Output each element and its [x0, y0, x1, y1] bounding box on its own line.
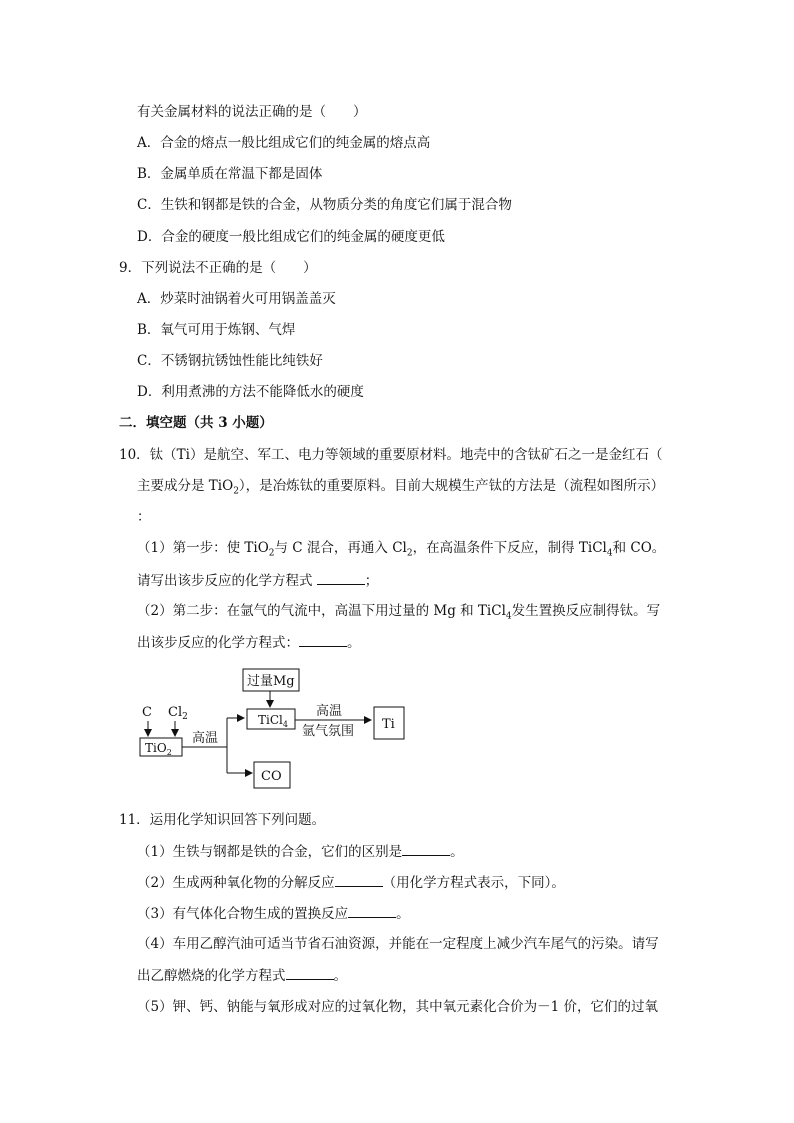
q10-line2: [137, 476, 664, 502]
q10-text: 主要成分是 TiO: [137, 478, 234, 494]
q10-text: 发生置换反应制得钛。写: [511, 603, 661, 619]
q8-stem: 有关金属材料的说法正确的是（ ）: [137, 104, 367, 120]
q10-part2-line1: [137, 601, 660, 627]
q11-stem: 11．运用化学知识回答下列问题。: [119, 812, 326, 828]
answer-blank[interactable]: [348, 903, 396, 918]
q11-text: （1）生铁与钢都是铁的合金，它们的区别是: [137, 844, 403, 860]
svg-text:Ti: Ti: [382, 717, 395, 732]
q10-part1-line2: [137, 570, 378, 591]
answer-blank[interactable]: [402, 841, 450, 856]
subscript: 2: [268, 548, 275, 559]
q10-text: 。: [347, 635, 361, 651]
q9-option-b: B．氧气可用于炼钢、气焊: [137, 322, 296, 338]
condition-high-temp-1: 高温: [192, 731, 219, 746]
q11-part5: （5）钾、钙、钠能与氧形成对应的过氧化物，其中氧元素化合价为－1 价，它们的过氧: [137, 999, 658, 1015]
svg-text:TiCl4: TiCl$_4$: [258, 713, 288, 729]
q10-text: 与 C 混合，再通入 Cl: [274, 540, 407, 556]
q10-text: （1）第一步：使 TiO: [137, 540, 269, 556]
q10-text: （2）第二步：在氩气的气流中，高温下用过量的 Mg 和 TiCl: [137, 603, 506, 619]
answer-blank[interactable]: [286, 965, 334, 980]
q9-stem: 9．下列说法不正确的是（ ）: [119, 260, 317, 276]
svg-text:过量Mg: 过量Mg: [247, 674, 295, 689]
answer-blank[interactable]: [299, 632, 347, 647]
q9-option-c: C．不锈钢抗锈蚀性能比纯铁好: [137, 353, 323, 369]
reactant-cl2: $Cl_2$: [168, 705, 188, 722]
process-flow-diagram: [130, 663, 420, 793]
q9-option-d: D．利用煮沸的方法不能降低水的硬度: [137, 384, 364, 400]
subscript: 2: [233, 486, 239, 497]
q11-text: （用化学方程式表示，下同）。: [382, 875, 565, 891]
q10-part2-line2: [137, 632, 361, 653]
subscript: 2: [406, 548, 413, 559]
q11-part4-line2: [137, 965, 347, 986]
q11-text: （3）有气体化合物生成的置换反应: [137, 906, 349, 922]
q10-text: 出该步反应的化学方程式：: [137, 635, 299, 651]
q11-text: 。: [333, 968, 347, 984]
subscript: 4: [606, 548, 613, 559]
answer-blank[interactable]: [317, 570, 365, 585]
q10-text: ，在高温条件下反应，制得 TiCl: [412, 540, 607, 556]
q10-text: 和 CO。: [612, 540, 666, 556]
reactant-c: C: [142, 705, 152, 720]
q8-option-a: A．合金的熔点一般比组成它们的纯金属的熔点高: [137, 135, 431, 151]
q11-part2: [137, 872, 565, 893]
svg-text:TiO2: TiO$_2$: [145, 741, 172, 757]
q9-option-a: A．炒菜时油锅着火可用锅盖盖灭: [137, 291, 336, 307]
condition-high-temp-2: 高温: [316, 704, 343, 719]
svg-text:CO: CO: [261, 769, 282, 784]
q11-part3: [137, 903, 410, 924]
answer-blank[interactable]: [335, 872, 383, 887]
q10-text: ；: [364, 573, 379, 589]
q11-part1: [137, 841, 464, 862]
q11-text: 。: [450, 844, 464, 860]
q11-text: 。: [396, 906, 410, 922]
q10-part1-line1: [137, 538, 665, 564]
q11-part4-line1: （4）车用乙醇汽油可适当节省石油资源，并能在一定程度上减少汽车尾气的污染。请写: [137, 936, 659, 952]
q8-option-d: D．合金的硬度一般比组成它们的纯金属的硬度更低: [137, 229, 445, 245]
q10-line1: 10．钛（Ti）是航空、军工、电力等领域的重要原材料。地壳中的含钛矿石之一是金红石（: [119, 447, 663, 463]
q8-option-c: C．生铁和钢都是铁的合金，从物质分类的角度它们属于混合物: [137, 197, 512, 213]
q10-text: ），是冶炼钛的重要原料。目前大规模生产钛的方法是（流程如图所示）: [238, 478, 665, 494]
q8-option-b: B．金属单质在常温下都是固体: [137, 166, 323, 182]
condition-argon: 氩气氛围: [302, 724, 355, 739]
q10-text: 请写出该步反应的化学方程式: [137, 573, 313, 589]
q11-text: （2）生成两种氧化物的分解反应: [137, 875, 335, 891]
q10-line3: ：: [137, 509, 151, 525]
section-heading: 二．填空题（共 3 小题）: [119, 415, 273, 431]
subscript: 4: [505, 611, 512, 622]
q11-text: 出乙醇燃烧的化学方程式: [137, 968, 286, 984]
